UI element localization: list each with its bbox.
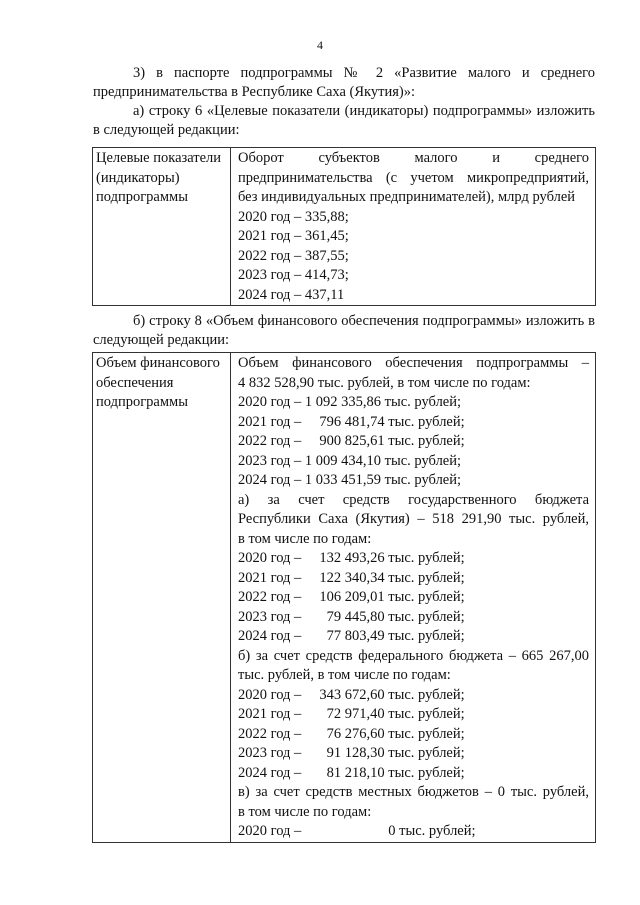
- financing-line: 4 832 528,90 тыс. рублей, в том числе по годам:: [238, 374, 531, 391]
- financing-line: 2022 год – 900 825,61 тыс. рублей;: [238, 433, 465, 449]
- financing-line: 2022 год – 106 209,01 тыс. рублей;: [238, 589, 465, 605]
- financing-line: 2024 год – 77 803,49 тыс. рублей;: [238, 628, 465, 644]
- paragraph-subitem-a: а) строку 6 «Целевые показатели (индикаторы) подпрограммы» изложить в следующей редакции:: [93, 103, 595, 138]
- financing-line: 2024 год – 81 218,10 тыс. рублей;: [238, 764, 465, 781]
- targets-intro-line: Оборот субъектов малого и среднего: [238, 150, 589, 166]
- target-year-value: 2020 год – 335,88;: [238, 208, 349, 225]
- target-year-value: 2021 год – 361,45;: [238, 228, 349, 244]
- financing-line: 2020 год – 132 493,26 тыс. рублей;: [238, 550, 465, 566]
- page-number: 4: [317, 38, 323, 52]
- financing-line: в том числе по годам:: [238, 803, 372, 820]
- financing-content-cell: [231, 353, 596, 843]
- financing-line: в том числе по годам:: [238, 530, 372, 547]
- financing-line: 2023 год – 91 128,30 тыс. рублей;: [238, 745, 465, 761]
- financing-line: 2021 год – 122 340,34 тыс. рублей;: [238, 569, 465, 586]
- financing-line: 2024 год – 1 033 451,59 тыс. рублей;: [238, 472, 462, 488]
- targets-label: Целевые показатели (индикаторы) подпрограммы: [96, 150, 222, 205]
- financing-line: а) за счет средств государственного бюджета: [238, 491, 589, 508]
- financing-line: 2023 год – 79 445,80 тыс. рублей;: [238, 608, 465, 625]
- financing-line: 2022 год – 76 276,60 тыс. рублей;: [238, 725, 465, 742]
- paragraph-item-3: 3) в паспорте подпрограммы № 2 «Развитие малого и среднего предпринимательства в Республике Саха (Якутия)»:: [93, 65, 595, 100]
- financing-line: б) за счет средств федерального бюджета – 665 267,00: [238, 647, 589, 664]
- targets-intro-line: без индивидуальных предпринимателей), млрд рублей: [238, 189, 576, 205]
- financing-line: 2020 год – 1 092 335,86 тыс. рублей;: [238, 394, 462, 410]
- targets-table: [92, 147, 596, 306]
- targets-intro-line: предпринимательства (с учетом микропредприятий,: [238, 169, 589, 186]
- financing-line: Объем финансового обеспечения подпрограммы –: [238, 355, 589, 371]
- target-year-value: 2022 год – 387,55;: [238, 247, 349, 264]
- financing-line: тыс. рублей, в том числе по годам:: [238, 667, 451, 683]
- financing-line: 2023 год – 1 009 434,10 тыс. рублей;: [238, 452, 462, 469]
- financing-line: 2020 год – 0 тыс. рублей;: [238, 823, 476, 839]
- target-year-value: 2023 год – 414,73;: [238, 267, 349, 283]
- paragraph-subitem-b: б) строку 8 «Объем финансового обеспечения подпрограммы» изложить в следующей редакции:: [93, 313, 595, 348]
- targets-label-cell: [93, 148, 231, 306]
- table-row: [93, 353, 596, 843]
- financing-line: 2021 год – 72 971,40 тыс. рублей;: [238, 706, 465, 722]
- financing-line: 2021 год – 796 481,74 тыс. рублей;: [238, 413, 465, 430]
- financing-label-cell: [93, 353, 231, 843]
- financing-line: Республики Саха (Якутия) – 518 291,90 тыс. рублей,: [238, 511, 589, 527]
- financing-line: 2020 год – 343 672,60 тыс. рублей;: [238, 686, 465, 703]
- target-year-value: 2024 год – 437,11: [238, 286, 345, 303]
- targets-content-cell: [231, 148, 596, 306]
- financing-label: Объем финансового обеспечения подпрограммы: [96, 355, 220, 410]
- table-row: [93, 148, 596, 306]
- financing-table: [92, 352, 596, 843]
- financing-line: в) за счет средств местных бюджетов – 0 тыс. рублей,: [238, 784, 589, 800]
